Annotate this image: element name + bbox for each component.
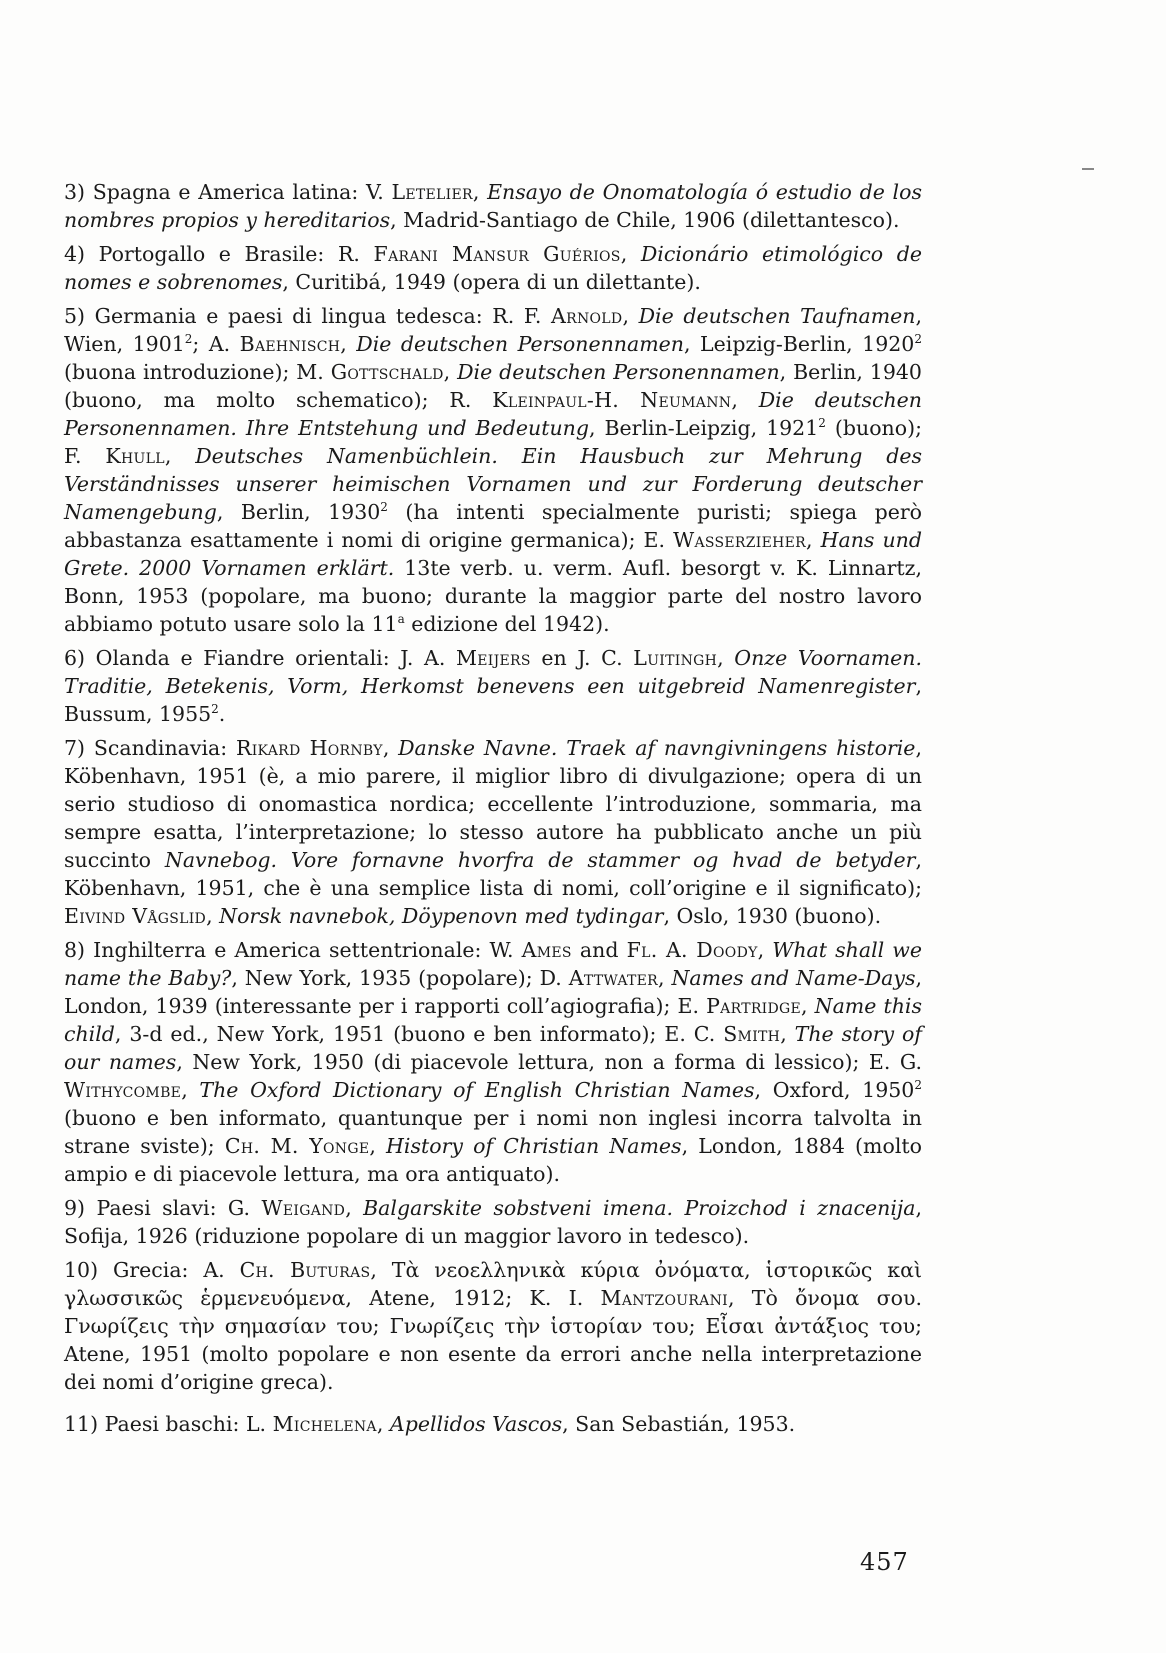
title-text: Die deutschen Personennamen. Ihre Entstehung und Bedeutung	[64, 388, 922, 440]
title-text: Dicionário etimológico de nomes e sobrenomes	[64, 242, 922, 294]
bibliography-entry-netherlands	[64, 644, 922, 728]
author-name: Khull	[105, 444, 165, 468]
entry-text: , Köbenhavn, 1951, che è una semplice lista di nomi, coll’origine e il significato);	[64, 848, 922, 900]
entry-text: (buono); F.	[64, 416, 922, 468]
title-text: Danske Navne. Traek af navngivningens historie	[398, 736, 916, 760]
entry-text: , Τὸ ὄνομα σου. Γνωρίζεις τὴν σημασίαν του; Γνωρίζεις τὴν ἱστορίαν του; Εἶσαι ἀντάξιος του; Atene, 1951 (molto popolare e non esente da errori anche nella interpretazione dei nomi d’origine greca).	[64, 1286, 922, 1394]
author-name: Kleinpaul-H. Neumann	[492, 388, 732, 412]
entry-text: ,	[369, 1134, 387, 1158]
entry-text: ,	[340, 332, 357, 356]
entry-text: ,	[658, 966, 672, 990]
title-text: Names and Name-Days	[671, 966, 916, 990]
author-name: Attwater	[568, 966, 658, 990]
author-name: Ch. M. Yonge	[224, 1134, 370, 1158]
entry-text: , Madrid-Santiago de Chile, 1906 (dilettantesco).	[390, 208, 900, 232]
edition-superscript: 2	[914, 1078, 922, 1093]
bibliography-entry-greece	[64, 1256, 922, 1396]
entry-text: 7) Scandinavia:	[64, 736, 236, 760]
entry-text: ,	[731, 388, 759, 412]
author-name: Eivind Vågslid	[64, 904, 207, 928]
title-text: Die deutschen Taufnamen	[638, 304, 916, 328]
entry-text: , Wien, 1901	[64, 304, 922, 356]
entry-text: ,	[443, 360, 458, 384]
title-text: History of Christian Names	[386, 1134, 682, 1158]
entry-text: ,	[757, 938, 773, 962]
author-name: Farani Mansur Guérios	[373, 242, 621, 266]
entry-text: 10) Grecia: A.	[64, 1258, 240, 1282]
margin-mark	[1082, 168, 1094, 170]
entry-text: ,	[780, 1022, 795, 1046]
entry-text: 5) Germania e paesi di lingua tedesca: R. F.	[64, 304, 552, 328]
entry-text: .	[218, 702, 226, 726]
entry-text: (buona introduzione); M.	[64, 360, 331, 384]
entry-text: ,	[620, 242, 641, 266]
edition-superscript: 2	[818, 416, 826, 431]
entry-text: ; A.	[192, 332, 240, 356]
entry-text: , London, 1884 (molto ampio e di piacevole lettura, ma ora antiquato).	[64, 1134, 922, 1186]
entry-text: , Berlin, 1940 (buono, ma molto schematico); R.	[64, 360, 922, 412]
author-name: Gottschald	[330, 360, 444, 384]
entry-text: 8) Inghilterra e America settentrionale: W.	[64, 938, 522, 962]
entry-text: (ha intenti specialmente puristi; spiega però abbastanza esattamente i nomi di origine germanica); E.	[64, 500, 922, 552]
bibliography-list	[64, 178, 922, 1444]
author-name: Ch. Buturas	[239, 1258, 371, 1282]
title-text: Hans und Grete. 2000 Vornamen erklärt.	[64, 528, 922, 580]
title-text: What shall we name the Baby?	[64, 938, 922, 990]
entry-text: , Curitibá, 1949 (opera di un dilettante).	[282, 270, 701, 294]
author-name: Arnold	[551, 304, 623, 328]
title-text: Apellidos Vascos	[389, 1412, 563, 1436]
bibliography-entry-england	[64, 936, 922, 1188]
entry-text: ,	[801, 994, 815, 1018]
entry-text: , Τὰ νεοελληνικὰ κύρια ὀνόματα, ἱστορικῶς καὶ γλωσσικῶς ἑρμενευόμενα, Atene, 1912; K. I.	[64, 1258, 922, 1310]
entry-text: ,	[376, 1412, 390, 1436]
author-name: Partridge	[706, 994, 802, 1018]
entry-text: 13te verb. u. verm. Aufl. besorgt v. K. Linnartz, Bonn, 1953 (popolare, ma buono; durante la maggior parte del nostro lavoro abbiamo potuto usare solo la 11	[64, 556, 922, 636]
entry-text: ,	[806, 528, 821, 552]
author-name: Luitingh	[633, 646, 718, 670]
author-name: Weigand	[261, 1196, 346, 1220]
entry-text: , London, 1939 (interessante per i rapporti coll’agiografia); E.	[64, 966, 922, 1018]
entry-text: ,	[206, 904, 220, 928]
edition-superscript: 2	[211, 702, 219, 717]
entry-text: (buono e ben informato, quantunque per i nomi non inglesi incorra talvolta in strane sviste);	[64, 1106, 922, 1158]
title-text: Die deutschen Personennamen	[356, 332, 685, 356]
title-text: The story of our names	[64, 1022, 922, 1074]
author-name: Letelier	[391, 180, 473, 204]
entry-text: , Sofija, 1926 (riduzione popolare di un maggior lavoro in tedesco).	[64, 1196, 922, 1248]
bibliography-entry-germany	[64, 302, 922, 638]
entry-text: ,	[472, 180, 488, 204]
author-name: Fl. A. Doody	[626, 938, 758, 962]
title-text: Ensayo de Onomatología ó estudio de los nombres propios y hereditarios	[64, 180, 922, 232]
entry-text: , Berlin, 1930	[216, 500, 381, 524]
author-name: Mantzourani	[600, 1286, 728, 1310]
author-name: Rikard Hornby	[235, 736, 383, 760]
entry-text: en J. C.	[530, 646, 634, 670]
entry-text: , Köbenhavn, 1951 (è, a mio parere, il miglior libro di divulgazione; opera di un serio studioso di onomastica nordica; eccellente l’introduzione, sommaria, ma sempre esatta, l’interpretazione; lo stesso autore ha pubblicato anche un più succinto	[64, 736, 922, 872]
edition-superscript: a	[397, 612, 405, 627]
bibliography-entry-slavic	[64, 1194, 922, 1250]
title-text: Balgarskite sobstveni imena. Proizchod i znacenija	[363, 1196, 916, 1220]
author-name: Baehnisch	[239, 332, 341, 356]
edition-superscript: 2	[184, 332, 193, 347]
bibliography-entry-spain	[64, 178, 922, 234]
bibliography-entry-basque	[64, 1410, 922, 1438]
bibliography-entry-scandinavia	[64, 734, 922, 930]
entry-text: ,	[382, 736, 399, 760]
title-text: Navnebog. Vore fornavne hvorfra de stammer og hvad de betyder	[164, 848, 916, 872]
entry-text: ,	[345, 1196, 364, 1220]
entry-text: 3) Spagna e America latina: V.	[64, 180, 392, 204]
entry-text: , New York, 1935 (popolare); D.	[231, 966, 569, 990]
entry-text: , 3-d ed., New York, 1951 (buono e ben informato); E. C.	[114, 1022, 724, 1046]
entry-text: , San Sebastián, 1953.	[562, 1412, 796, 1436]
entry-text: ,	[164, 444, 196, 468]
entry-text: ,	[181, 1078, 200, 1102]
entry-text: , New York, 1950 (di piacevole lettura, non a forma di lessico); E. G.	[176, 1050, 922, 1074]
entry-text: 4) Portogallo e Brasile: R.	[64, 242, 374, 266]
entry-text: ,	[622, 304, 639, 328]
entry-text: 11) Paesi baschi: L.	[64, 1412, 273, 1436]
edition-superscript: 2	[380, 500, 388, 515]
title-text: Norsk navnebok, Döypenovn med tydingar	[219, 904, 664, 928]
bibliography-entry-portugal	[64, 240, 922, 296]
edition-superscript: 2	[914, 332, 922, 347]
entry-text: 9) Paesi slavi: G.	[64, 1196, 262, 1220]
entry-text: and	[571, 938, 627, 962]
author-name: Wasserzieher	[673, 528, 807, 552]
entry-text: , Oxford, 1950	[754, 1078, 915, 1102]
entry-text: 6) Olanda e Fiandre orientali: J. A.	[64, 646, 456, 670]
entry-text: , Oslo, 1930 (buono).	[663, 904, 882, 928]
entry-text: , Leipzig-Berlin, 1920	[684, 332, 915, 356]
author-name: Withycombe	[64, 1078, 182, 1102]
title-text: Onze Voornamen. Traditie, Betekenis, Vorm, Herkomst benevens een uitgebreid Namenregister	[64, 646, 922, 698]
author-name: Smith	[723, 1022, 781, 1046]
entry-text: , Berlin-Leipzig, 1921	[588, 416, 819, 440]
entry-text: ,	[717, 646, 735, 670]
title-text: The Oxford Dictionary of English Christian Names	[199, 1078, 755, 1102]
entry-text: , Bussum, 1955	[64, 674, 922, 726]
page-number: 457	[860, 1548, 909, 1576]
entry-text: edizione del 1942).	[404, 612, 610, 636]
author-name: Meijers	[455, 646, 531, 670]
author-name: Michelena	[272, 1412, 377, 1436]
author-name: Ames	[521, 938, 572, 962]
title-text: Die deutschen Personennamen	[457, 360, 780, 384]
title-text: Name this child	[64, 994, 922, 1046]
title-text: Deutsches Namenbüchlein. Ein Hausbuch zur Mehrung des Verständnisses unserer heimischen Vornamen und zur Forderung deutscher Namengebung	[64, 444, 922, 524]
